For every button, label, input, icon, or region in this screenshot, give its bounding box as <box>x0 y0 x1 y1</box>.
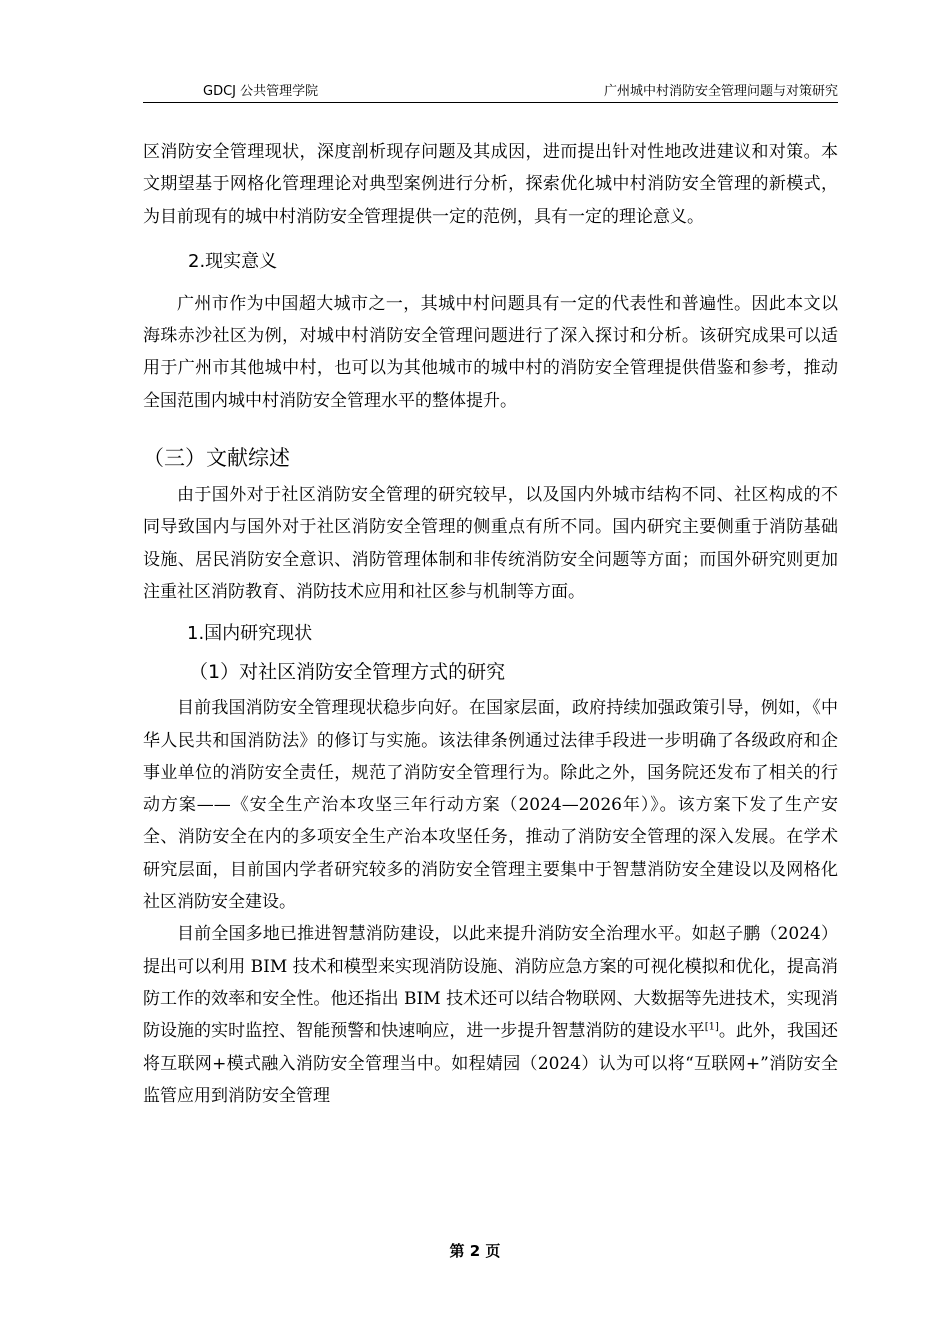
paragraph-smart-fire-text: 目前全国多地已推进智慧消防建设，以此来提升消防安全治理水平。如赵子鹏（2024）提出可以利用 BIM 技术和模型来实现消防设施、消防应急方案的可视化模拟和优化，提高消防工作的效率和安全性。他还指出 BIM 技术还可以结合物联网、大数据等先进技术，实现消防设施的实时监控、智能预警和快速响应，进一步提升智慧消防的建设水平 <box>143 924 838 1042</box>
page-body <box>143 136 838 1112</box>
header-thesis-title: 广州城中村消防安全管理问题与对策研究 <box>603 84 838 99</box>
citation-ref: [1] <box>704 1021 719 1033</box>
page-number: 第 2 页 <box>449 1242 501 1260</box>
paragraph-literature-overview: 由于国外对于社区消防安全管理的研究较早，以及国内外城市结构不同、社区构成的不同导致国内与国外对于社区消防安全管理的侧重点有所不同。国内研究主要侧重于消防基础设施、居民消防安全意识、消防管理体制和非传统消防安全问题等方面；而国外研究则更加注重社区消防教育、消防技术应用和社区参与机制等方面。 <box>143 485 838 602</box>
heading-management-methods: （1）对社区消防安全管理方式的研究 <box>189 661 506 684</box>
heading-literature-review: （三）文献综述 <box>143 446 290 471</box>
paragraph-theory-significance: 区消防安全管理现状，深度剖析现存问题及其成因，进而提出针对性地改进建议和对策。本文期望基于网格化管理理论对典型案例进行分析，探索优化城中村消防安全管理的新模式，为目前现有的城中村消防安全管理提供一定的范例，具有一定的理论意义。 <box>143 142 838 227</box>
paragraph-practical-significance: 广州市作为中国超大城市之一，其城中村问题具有一定的代表性和普遍性。因此本文以海珠赤沙社区为例，对城中村消防安全管理问题进行了深入探讨和分析。该研究成果可以适用于广州市其他城中村，也可以为其他城市的城中村的消防安全管理提供借鉴和参考，推动全国范围内城中村消防安全管理水平的整体提升。 <box>143 293 838 411</box>
page-header <box>143 76 838 103</box>
paragraph-smart-fire-text-continued: 。此外，我国还将互联网+模式融入消防安全管理当中。如程婧园（2024）认为可以将“互联网+”消防安全监管应用到消防安全管理 <box>143 1021 839 1106</box>
header-institution: GDCJ 公共管理学院 <box>203 84 319 99</box>
heading-practical-significance: 2.现实意义 <box>188 250 278 272</box>
paragraph-smart-fire-safety <box>143 918 838 1112</box>
heading-domestic-research: 1.国内研究现状 <box>187 623 313 645</box>
paragraph-current-status: 目前我国消防安全管理现状稳步向好。在国家层面，政府持续加强政策引导，例如，《中华人民共和国消防法》的修订与实施。该法律条例通过法律手段进一步明确了各级政府和企事业单位的消防安全责任，规范了消防安全管理行为。除此之外，国务院还发布了相关的行动方案——《安全生产治本攻坚三年行动方案（2024—2026年）》。该方案下发了生产安全、消防安全在内的多项安全生产治本攻坚任务，推动了消防安全管理的深入发展。在学术研究层面，目前国内学者研究较多的消防安全管理主要集中于智慧消防安全建设以及网格化社区消防安全建设。 <box>143 698 838 913</box>
